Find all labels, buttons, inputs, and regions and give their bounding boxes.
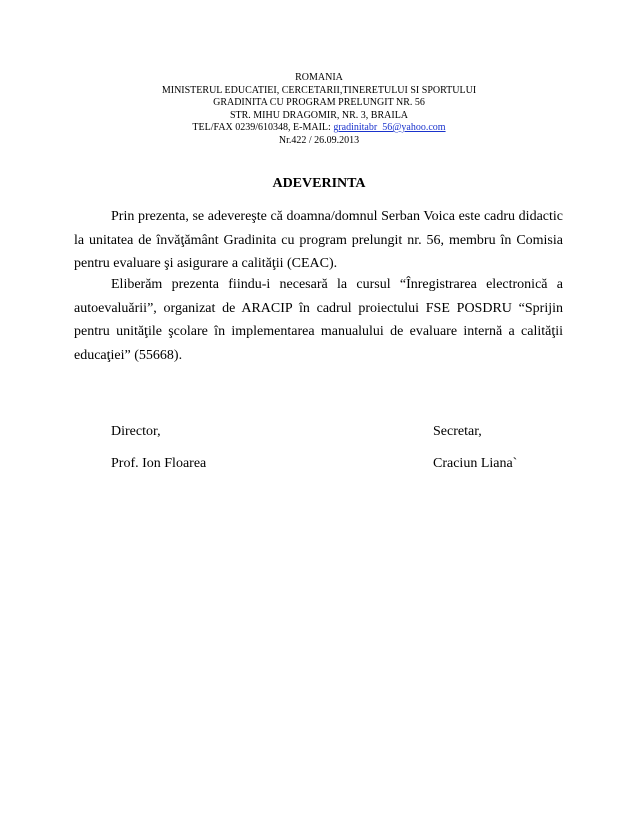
header-reference: Nr.422 / 26.09.2013	[278, 134, 360, 146]
header-institution: GRADINITA CU PROGRAM PRELUNGIT NR. 56	[213, 97, 425, 108]
header-contact-text: TEL/FAX 0239/610348, E-MAIL:	[192, 122, 334, 133]
document-title: ADEVERINTA	[272, 176, 366, 191]
header-country: ROMANIA	[295, 72, 343, 83]
secretary-name: Craciun Liana`	[433, 456, 518, 471]
paragraph-2: Eliberăm prezenta fiindu-i necesară la cursul “Înregistrarea electronică a autoevaluării”, organizat de ARACIP în cadrul proiectului FSE POSDRU “Sprijin pentru unităţile şcolare în implementarea manualului de evaluare internă a calităţii educaţiei” (55668).	[74, 277, 563, 363]
paragraph-1: Prin prezenta, se adevereşte că doamna/domnul Serban Voica este cadru didactic la unitatea de învăţământ Gradinita cu program prelungit nr. 56, membru în Comisia pentru evaluare şi asigurare a calităţii (CEAC).	[74, 209, 563, 271]
header-contact	[0, 122, 638, 135]
secretary-role: Secretar,	[433, 424, 482, 439]
email-link[interactable]: gradinitabr_56@yahoo.com	[333, 122, 446, 133]
header-address: STR. MIHU DRAGOMIR, NR. 3, BRAILA	[229, 109, 409, 121]
letterhead	[0, 72, 638, 147]
header-ministry: MINISTERUL EDUCATIEI, CERCETARII,TINERETULUI SI SPORTULUI	[161, 84, 477, 96]
director-role: Director,	[111, 424, 161, 439]
director-name: Prof. Ion Floarea	[111, 456, 207, 471]
